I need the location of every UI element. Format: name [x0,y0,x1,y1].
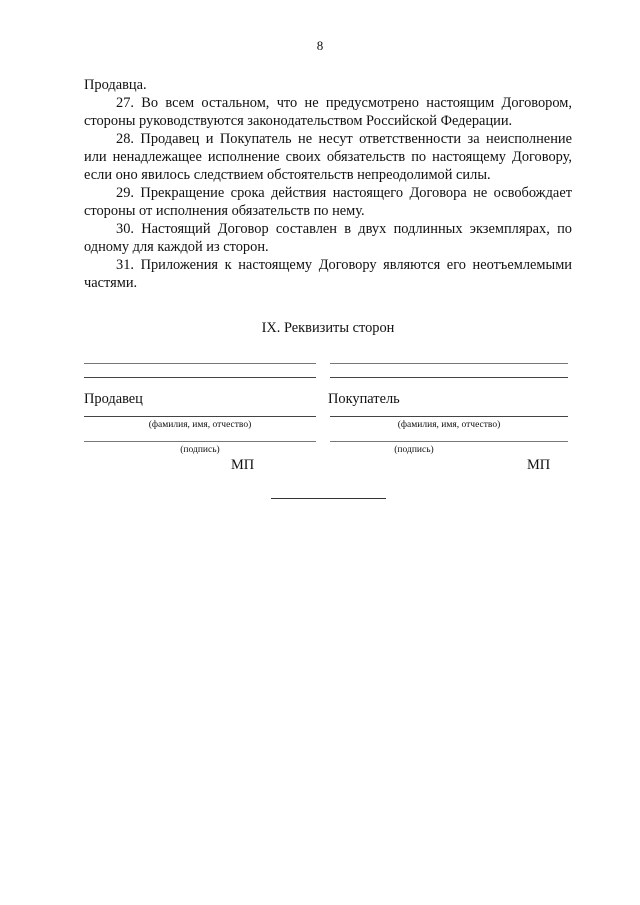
paragraph-27: 27. Во всем остальном, что не предусмотрено настоящим Договором, стороны руководствуются законодательством Российской Федерации. [84,95,572,129]
document-body [84,76,572,292]
paragraph-30: 30. Настоящий Договор составлен в двух подлинных экземплярах, по одному для каждой из сторон. [84,221,572,255]
paragraph-28: 28. Продавец и Покупатель не несут ответственности за неисполнение или ненадлежащее исполнение своих обязательств по настоящему Договору, если оно явилось следствием обстоятельств непреодолимой силы. [84,131,572,183]
paragraph-31: 31. Приложения к настоящему Договору являются его неотъемлемыми частями. [84,257,572,291]
section-title: IX. Реквизиты сторон [261,320,395,336]
seller-label: Продавец [84,391,143,407]
buyer-name-caption: (фамилия, имя, отчество) [397,420,501,430]
buyer-details-line [330,363,568,364]
paragraph-continuation: Продавца. [84,77,147,93]
seller-name-caption: (фамилия, имя, отчество) [148,420,252,430]
buyer-details-line [330,377,568,378]
seller-name-line [84,416,316,417]
buyer-name-line [330,416,568,417]
page-number: 8 [316,38,324,53]
closing-rule [271,498,386,499]
paragraph-29: 29. Прекращение срока действия настоящего Договора не освобождает стороны от исполнения обязательств по нему. [84,185,572,219]
seller-details-line [84,363,316,364]
seller-signature-line [84,441,316,442]
seller-details-line [84,377,316,378]
buyer-stamp-mark: МП [527,457,551,473]
seller-stamp-mark: МП [231,457,255,473]
buyer-signature-line [330,441,568,442]
buyer-signature-caption: (подпись) [394,445,434,455]
seller-signature-caption: (подпись) [180,445,220,455]
buyer-label: Покупатель [328,391,400,407]
